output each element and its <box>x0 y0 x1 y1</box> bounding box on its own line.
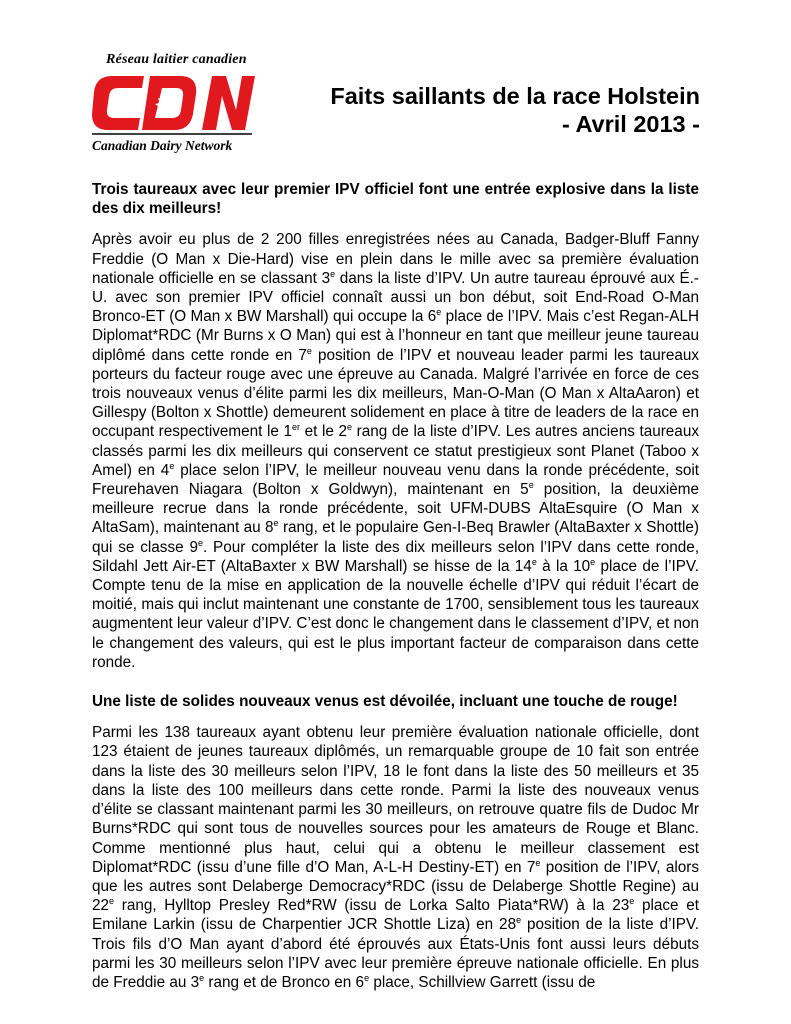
logo-bottom-text: Canadian Dairy Network <box>92 138 233 153</box>
section-heading-1: Trois taureaux avec leur premier IPV officiel font une entrée explosive dans la liste des dix meilleurs! <box>92 181 699 218</box>
paragraph-1: Après avoir eu plus de 2 200 filles enregistrées nées au Canada, Badger-Bluff Fanny Freddie (O Man x Die-Hard) vise en plein dans le mille avec sa première évaluation nationale officielle en se classant 3e dans la liste d’IPV. Un autre taureau éprouvé aux É.-U. avec son premier IPV officiel connaît aussi un bon début, soit End-Road O-Man Bronco-ET (O Man x BW Marshall) qui occupe la 6e place de l’IPV. Mais c’est Regan-ALH Diplomat*RDC (Mr Burns x O Man) qui est à l’honneur en tant que meilleur jeune taureau diplômé dans cette ronde en 7e position de l’IPV et nouveau leader parmi les taureaux porteurs du facteur rouge avec une épreuve au Canada. Malgré l’arrivée en force de ces trois nouveaux venus d’élite parmi les dix meilleurs, Man-O-Man (O Man x AltaAaron) et Gillespy (Bolton x Shottle) demeurent solidement en place à titre de leaders de la race en occupant respectivement le 1er et le 2e rang de la liste d’IPV. Les autres anciens taureaux classés parmi les dix meilleurs qui conservent ce statut prestigieux sont Planet (Taboo x Amel) en 4e place selon l’IPV, le meilleur nouveau venu dans la ronde précédente, soit Freurehaven Niagara (Bolton x Goldwyn), maintenant en 5e position, la deuxième meilleure recrue dans la ronde précédente, soit UFM-DUBS AltaEsquire (O Man x AltaSam), maintenant au 8e rang, et le populaire Gen-I-Beq Brawler (AltaBaxter x Shottle) qui se classe 9e. Pour compléter la liste des dix meilleurs selon l’IPV dans cette ronde, Sildahl Jett Air-ET (AltaBaxter x BW Marshall) se hisse de la 14e à la 10e place de l’IPV. Compte tenu de la mise en application de la nouvelle échelle d’IPV qui réduit l’écart de moitié, mais qui inclut maintenant une constante de 1700, sensiblement tous les taureaux augmentent leur valeur d’IPV. C’est donc le changement dans le classement d’IPV, et non le changement des valeurs, qui est le plus important facteur de comparaison dans cette ronde. <box>92 231 700 671</box>
section-heading-2: Une liste de solides nouveaux venus est dévoilée, incluant une touche de rouge! <box>92 693 678 711</box>
paragraph-2: Parmi les 138 taureaux ayant obtenu leur première évaluation nationale officielle, dont 123 étaient de jeunes taureaux diplômés, un remarquable groupe de 10 fait son entrée dans la liste des 30 meilleurs selon l’IPV, 18 le font dans la liste des 50 meilleurs et 35 dans la liste des 100 meilleurs dans cette ronde. Parmi la liste des nouveaux venus d’élite se classant maintenant parmi les 30 meilleurs, on retrouve quatre fils de Dudoc Mr Burns*RDC qui sont tous de nouvelles sources pour les amateurs de Rouge et Blanc. Comme mentionné plus haut, celui qui a obtenu le meilleur classement est Diplomat*RDC (issu d’une fille d’O Man, A-L-H Destiny-ET) en 7e position de l’IPV, alors que les autres sont Delaberge Democracy*RDC (issu de Delaberge Shottle Regine) au 22e rang, Hylltop Presley Red*RW (issu de Lorka Salto Piata*RW) à la 23e place et Emilane Larkin (issu de Charpentier JCR Shottle Liza) en 28e position de la liste d’IPV. Trois fils d’O Man ayant d’abord été éprouvés aux États-Unis font aussi leurs débuts parmi les 30 meilleurs selon l’IPV avec leur première épreuve nationale officielle. En plus de Freddie au 3e rang et de Bronco en 6e place, Schillview Garrett (issu de <box>92 724 699 991</box>
cdn-logo <box>92 52 272 162</box>
title-line-1: Faits saillants de la race Holstein <box>330 83 700 109</box>
logo-top-text: Réseau laitier canadien <box>106 52 247 67</box>
title-line-2: - Avril 2013 - <box>561 111 700 137</box>
page-title <box>330 82 700 138</box>
cdn-mark-icon <box>92 68 257 138</box>
document-body <box>92 180 699 1012</box>
